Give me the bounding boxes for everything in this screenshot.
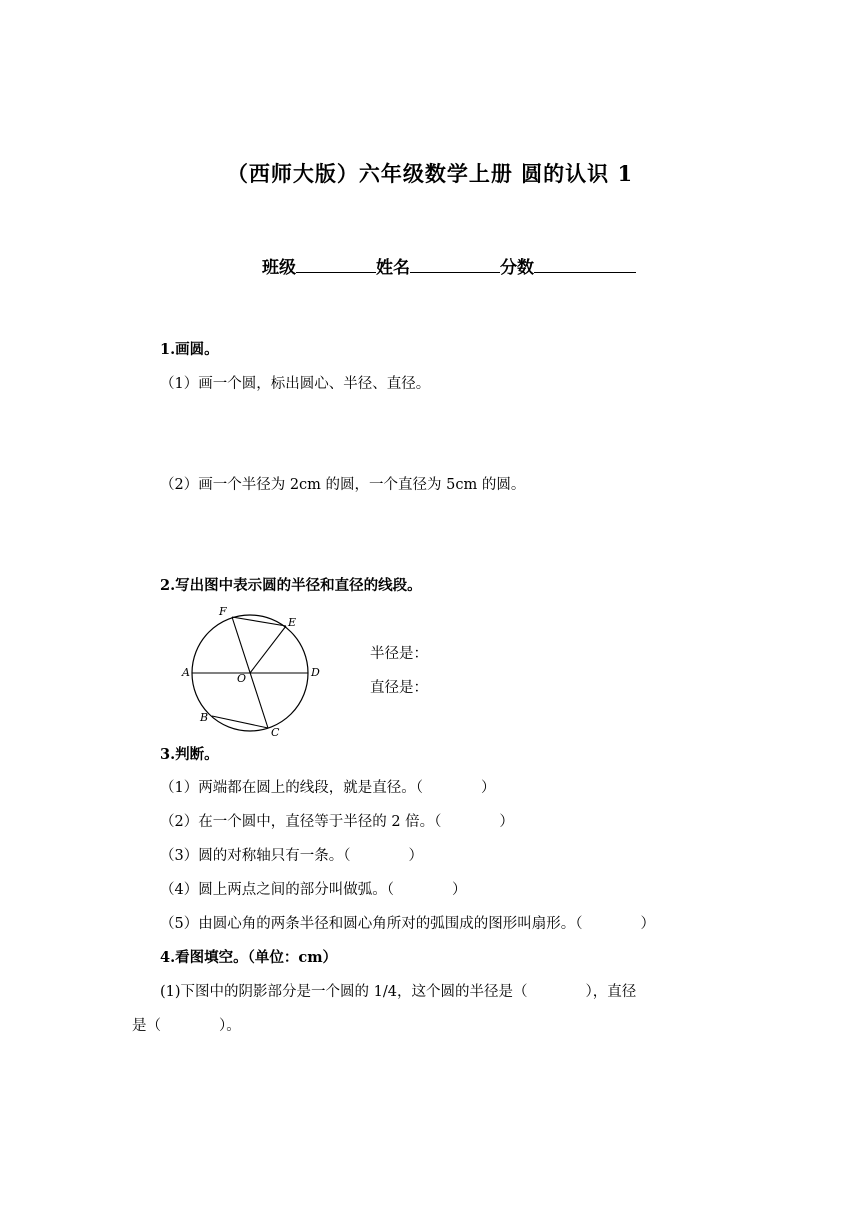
score-blank[interactable] (534, 254, 636, 273)
q1-item-2: （2）画一个半径为 2cm 的圆，一个直径为 5cm 的圆。 (160, 477, 526, 493)
q1-item-1: （1）画一个圆，标出圆心、半径、直径。 (160, 376, 431, 392)
q4-line-2: 是（ ）。 (132, 1018, 241, 1034)
q4-line-1: (1)下图中的阴影部分是一个圆的 1/4，这个圆的半径是（ ），直径 (160, 984, 637, 1000)
point-label-E: E (288, 616, 297, 629)
diameter-answer-label: 直径是： (370, 680, 428, 696)
point-label-F: F (219, 605, 227, 618)
q3-item-5: （5）由圆心角的两条半径和圆心角所对的弧围成的图形叫扇形。（ ） (160, 916, 655, 932)
q1-heading: 1.画圆。 (160, 341, 219, 358)
point-label-C: C (271, 726, 280, 739)
radius-answer-label: 半径是： (370, 646, 428, 662)
student-info-line (262, 253, 636, 278)
score-label: 分数 (500, 258, 534, 278)
point-label-O: O (237, 672, 247, 685)
name-label: 姓名 (376, 258, 410, 278)
q3-item-4: （4）圆上两点之间的部分叫做弧。（ ） (160, 882, 467, 898)
q4-heading: 4.看图填空。（单位：cm） (160, 949, 338, 966)
segment-BC (212, 716, 268, 728)
segment-OE (250, 626, 286, 673)
q3-item-2: （2）在一个圆中，直径等于半径的 2 倍。（ ） (160, 814, 514, 830)
q3-item-3: （3）圆的对称轴只有一条。（ ） (160, 848, 423, 864)
class-blank[interactable] (296, 254, 376, 273)
point-label-B: B (200, 711, 209, 724)
point-label-A: A (182, 666, 190, 679)
name-blank[interactable] (410, 254, 500, 273)
page-title: （西师大版）六年级数学上册 圆的认识 1 (226, 161, 634, 186)
q3-heading: 3.判断。 (160, 746, 219, 763)
point-label-D: D (311, 666, 320, 679)
q3-item-1: （1）两端都在圆上的线段，就是直径。（ ） (160, 780, 496, 796)
class-label: 班级 (262, 258, 296, 278)
q2-heading: 2.写出图中表示圆的半径和直径的线段。 (160, 577, 422, 594)
circle-figure (175, 600, 335, 740)
